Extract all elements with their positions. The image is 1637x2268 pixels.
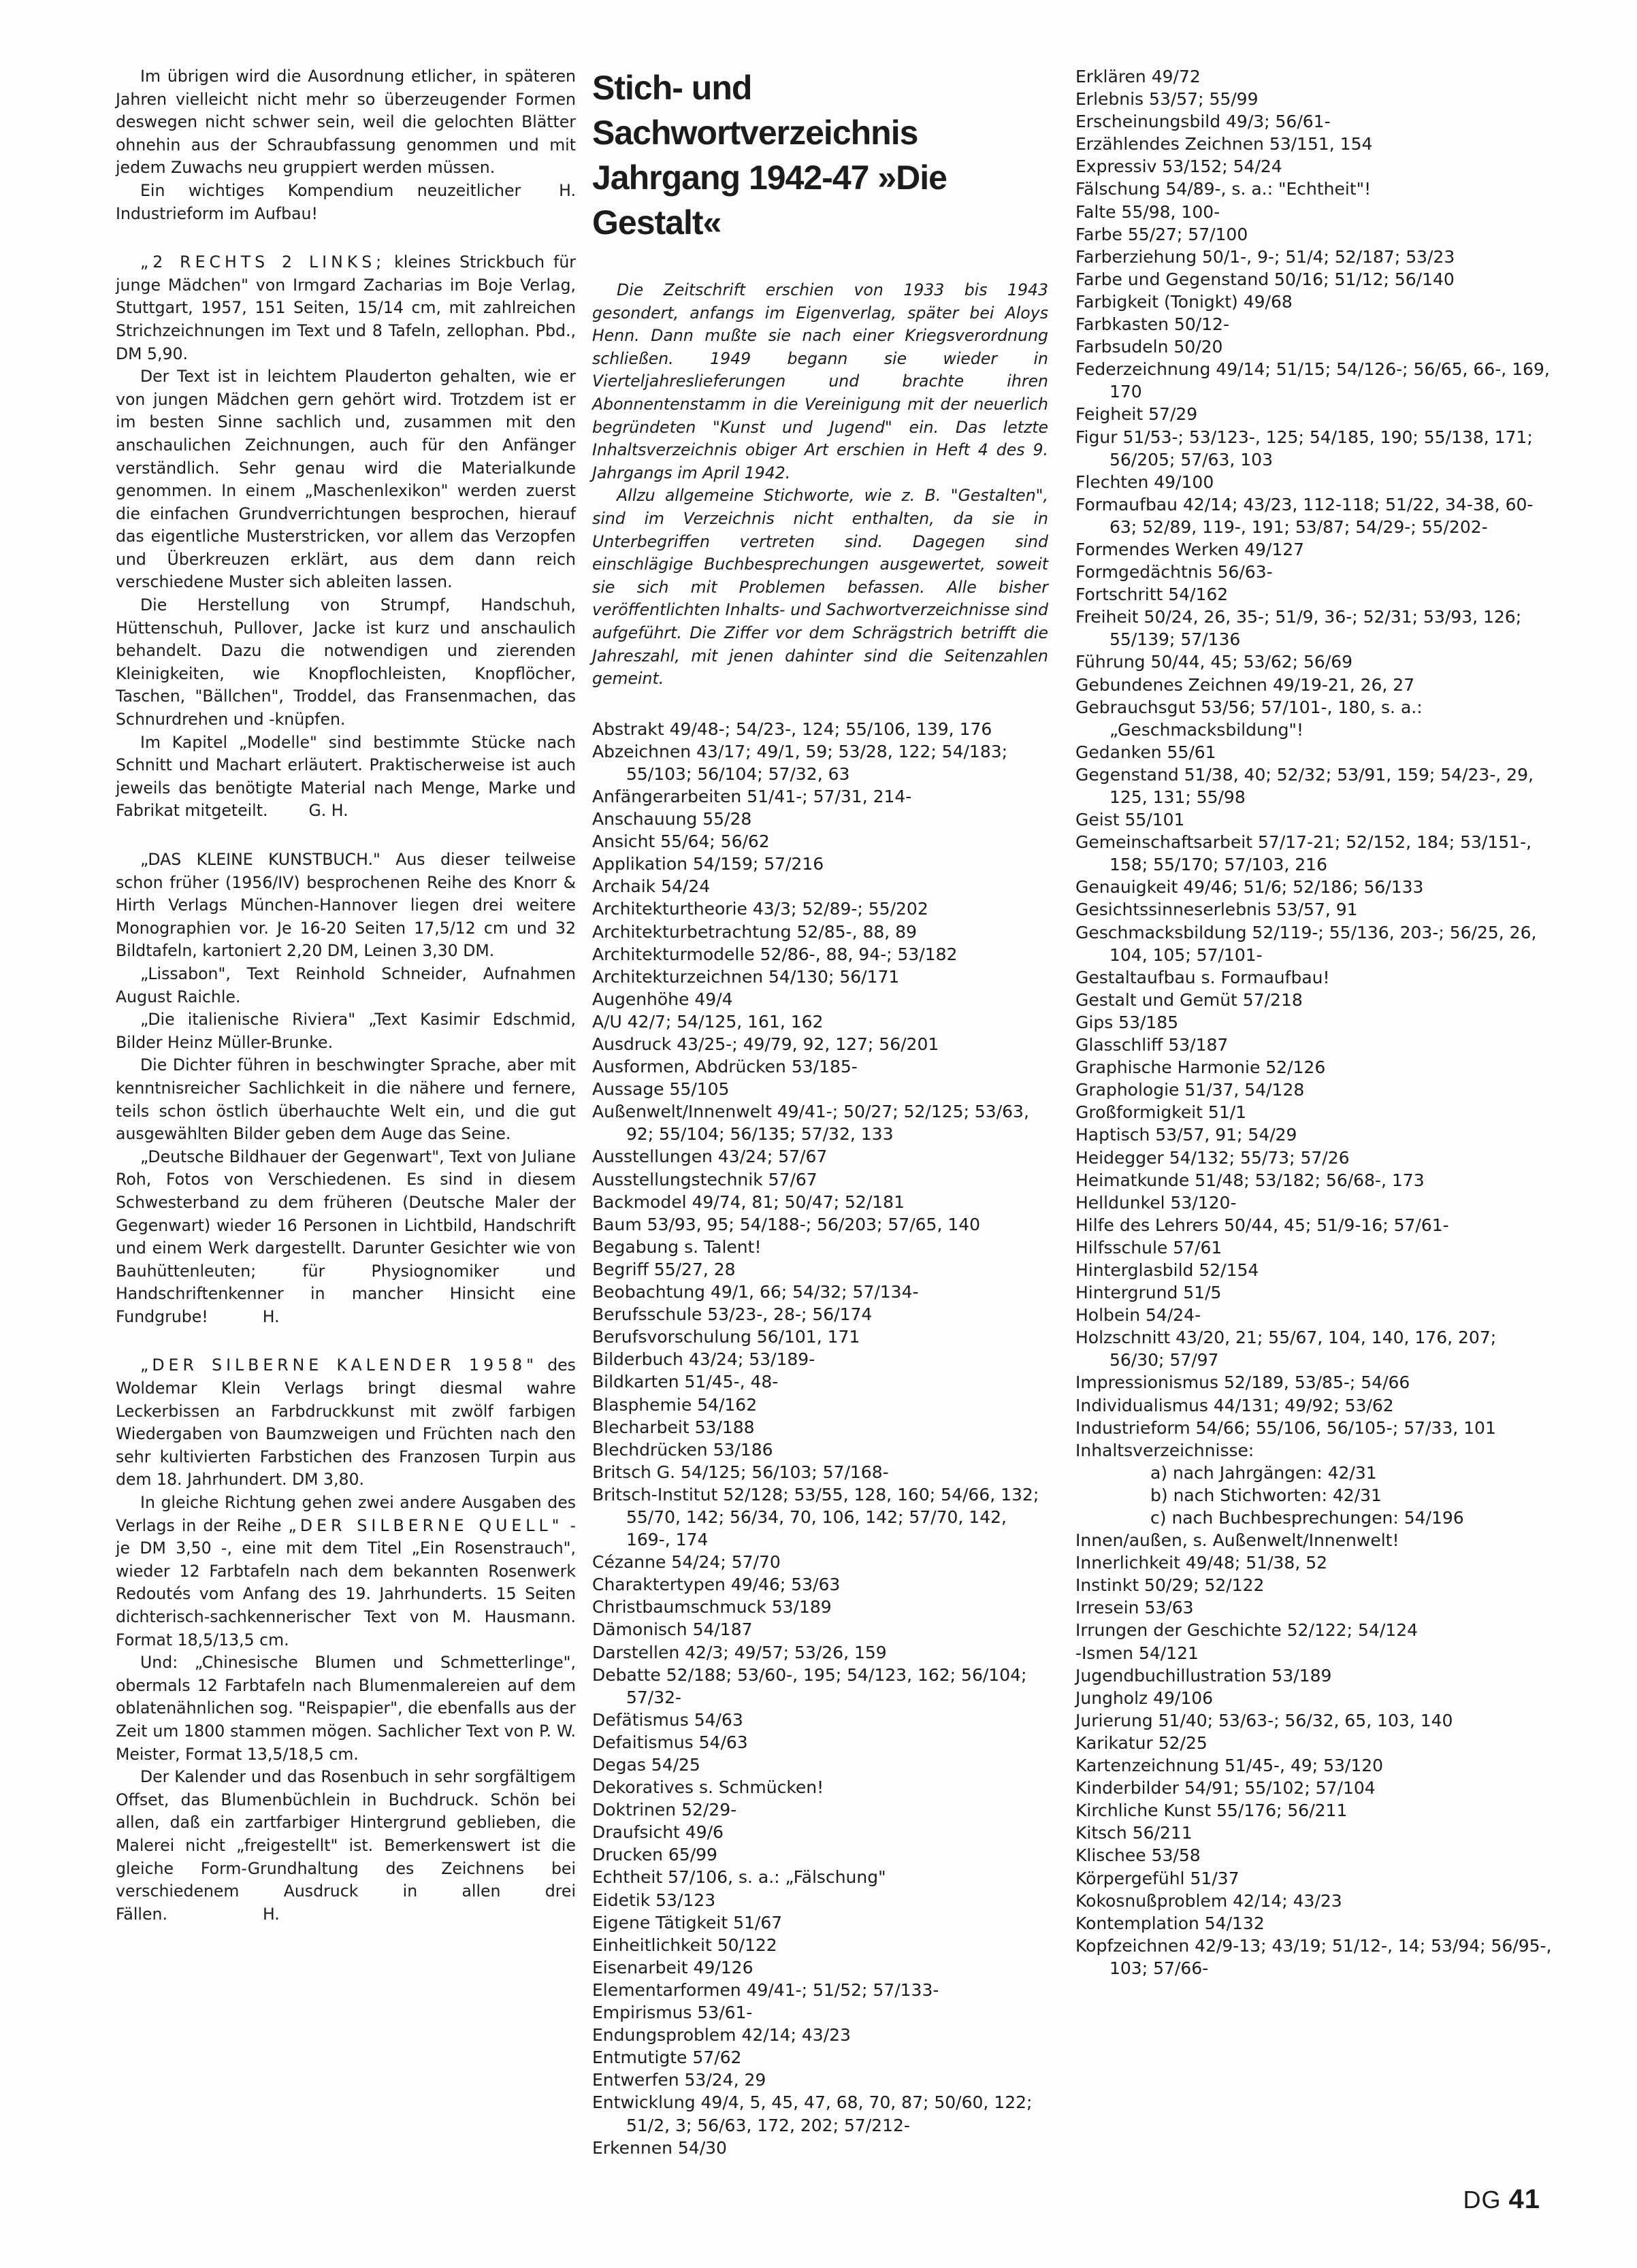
index-entry: Glasschliff 53/187 (1075, 1035, 1229, 1055)
review-intro: „2 RECHTS 2 LINKS; kleines Strickbuch für junge Mädchen" von Irmgard Zacharias im Boje Verlag, Stuttgart, 1957, 151 Seiten, 15/14 cm, mit zahlreichen Strichzeichnungen im Text und 8 Tafeln, zellophan. Pbd., DM 5,90. (116, 252, 576, 363)
index-entry: Debatte 52/188; 53/60-, 195; 54/123, 162; 56/104; 57/32- (592, 1664, 1027, 1707)
index-entry: Entmutigte 57/62 (592, 2048, 742, 2068)
index-entry: Ausdruck 43/25-; 49/79, 92, 127; 56/201 (592, 1034, 939, 1054)
index-entry: Christbaumschmuck 53/189 (592, 1597, 832, 1617)
index-entry: Ansicht 55/64; 56/62 (592, 832, 770, 852)
index-entry: Kartenzeichnung 51/45-, 49; 53/120 (1075, 1756, 1384, 1776)
index-entry: Archaik 54/24 (592, 876, 711, 897)
index-entry: Irrungen der Geschichte 52/122; 54/124 (1075, 1620, 1419, 1641)
index-entry: Empirismus 53/61- (592, 2003, 753, 2023)
index-entry: Jugendbuchillustration 53/189 (1075, 1665, 1332, 1686)
index-entry: Gips 53/185 (1075, 1012, 1179, 1032)
index-entry: Kinderbilder 54/91; 55/102; 57/104 (1075, 1778, 1376, 1798)
index-entry: Baum 53/93, 95; 54/188-; 56/203; 57/65, 140 (592, 1214, 981, 1234)
index-entry: Genauigkeit 49/46; 51/6; 52/186; 56/133 (1075, 877, 1424, 898)
index-entry: Applikation 54/159; 57/216 (592, 854, 824, 874)
review-paragraph: Im Kapitel „Modelle" sind bestimmte Stücke nach Schnitt und Machart erläutert. Praktischerweise ist auch jeweils das benötigte Material nach Menge, Marke und Fabrikat mitgeteilt. G. H. (116, 732, 576, 821)
index-entry: Freiheit 50/24, 26, 35-; 51/9, 36-; 52/31; 53/93, 126; 55/139; 57/136 (1075, 607, 1522, 650)
index-entry: Inhaltsverzeichnisse: (1075, 1440, 1254, 1460)
index-intro (592, 279, 1048, 691)
index-entry: Eisenarbeit 49/126 (592, 1957, 753, 1977)
index-entry: Erkennen 54/30 (592, 2137, 727, 2158)
index-entry: Hilfsschule 57/61 (1075, 1237, 1222, 1258)
index-entry: Britsch-Institut 52/128; 53/55, 128, 160; 54/66, 132; 55/70, 142; 56/34, 70, 106, 142; 57/70, 142, 169-, 174 (592, 1484, 1039, 1550)
index-entry: Gegenstand 51/38, 40; 52/32; 53/91, 159; 54/23-, 29, 125, 131; 55/98 (1075, 764, 1534, 807)
index-entry: Britsch G. 54/125; 56/103; 57/168- (592, 1462, 889, 1482)
index-entry: Haptisch 53/57, 91; 54/29 (1075, 1125, 1297, 1145)
index-entry: Entwerfen 53/24, 29 (592, 2070, 766, 2090)
index-entry: Farbsudeln 50/20 (1075, 337, 1223, 357)
index-entry: Dekoratives s. Schmücken! (592, 1777, 824, 1798)
index-entry: Defaitismus 54/63 (592, 1732, 748, 1752)
index-entry: Architekturmodelle 52/86-, 88, 94-; 53/182 (592, 944, 958, 964)
index-entry: Falte 55/98, 100- (1075, 201, 1220, 222)
index-entry: Flechten 49/100 (1075, 472, 1214, 492)
index-entry: Augenhöhe 49/4 (592, 989, 733, 1009)
index-entry: Erzählendes Zeichnen 53/151, 154 (1075, 134, 1373, 154)
review-paragraph: Der Kalender und das Rosenbuch in sehr sorgfältigem Offset, das Blumenbüchlein in Buchdruck. Schön bei allen, daß ein zartfarbiger Hintergrund geblieben, die Malerei nicht „freigestellt" ist. Bemerkenswert ist die gleiche Form-Grundhaltung des Zeichnens bei verschiedenem Ausdruck in allen drei Fällen. H. (116, 1767, 576, 1924)
index-column-2 (1075, 65, 1552, 1979)
index-entry: Blasphemie 54/162 (592, 1394, 758, 1415)
intro-paragraph: Allzu allgemeine Stichworte, wie z. B. "Gestalten", sind im Verzeichnis nicht enthalten, da sie in Unterbegriffen vertreten sind. Dagegen sind einschlägige Buchbesprechungen ausgewertet, soweit sie sich mit Problemen befassen. Alle bisher veröffentlichten Inhalts- und Sachwortverzeichnisse sind aufgeführt. Die Ziffer vor dem Schrägstrich betrifft die Jahreszahl, mit jenen dahinter sind die Seitenzahlen gemeint. (592, 486, 1048, 689)
index-entry: Entwicklung 49/4, 5, 45, 47, 68, 70, 87; 50/60, 122; 51/2, 3; 56/63, 172, 202; 57/212- (592, 2092, 1033, 2135)
review-title: „DER SILBERNE KALENDER 1958" (140, 1355, 538, 1375)
index-entry: Federzeichnung 49/14; 51/15; 54/126-; 56/65, 66-, 169, 170 (1075, 359, 1550, 402)
index-entry: Klischee 53/58 (1075, 1845, 1201, 1866)
index-subentry-list (1075, 1462, 1552, 1529)
index-entry: Irresein 53/63 (1075, 1598, 1194, 1618)
index-entry: Elementarformen 49/41-; 51/52; 57/133- (592, 1979, 939, 2000)
review-paragraph: Und: „Chinesische Blumen und Schmetterlinge", obermals 12 Farbtafeln nach Blumenmalereien auf dem oblatenähnlichen sog. "Reispapier", die ebenfalls aus der Zeit um 1800 stammen mögen. Sachlicher Text von P. W. Meister, Format 13,5/18,5 cm. (116, 1653, 576, 1764)
review-title: „2 RECHTS 2 LINKS; (140, 252, 386, 272)
index-entry: Farbe und Gegenstand 50/16; 51/12; 56/140 (1075, 269, 1455, 289)
index-entry: Geschmacksbildung 52/119-; 55/136, 203-; 56/25, 26, 104, 105; 57/101- (1075, 922, 1537, 965)
index-entry: Farbe 55/27; 57/100 (1075, 224, 1248, 244)
index-entry: Heidegger 54/132; 55/73; 57/26 (1075, 1147, 1350, 1168)
review-paragraph: Die Herstellung von Strumpf, Handschuh, Hüttenschuh, Pullover, Jacke ist kurz und anschaulich behandelt. Dazu die notwendigen und zierenden Kleinigkeiten, wie Knopflochleisten, Knopflöcher, Taschen, "Bällchen", Troddel, das Fransenmachen, das Schnurdrehen und -knüpfen. (116, 595, 576, 729)
index-entry: Gebundenes Zeichnen 49/19-21, 26, 27 (1075, 674, 1415, 695)
index-entry: Innerlichkeit 49/48; 51/38, 52 (1075, 1553, 1328, 1573)
index-entry: Gestaltaufbau s. Formaufbau! (1075, 967, 1330, 987)
index-entry: Gestalt und Gemüt 57/218 (1075, 989, 1303, 1010)
index-entry: Formaufbau 42/14; 43/23, 112-118; 51/22, 34-38, 60-63; 52/89, 119-, 191; 53/87; 54/29-; 55/202- (1075, 494, 1534, 537)
index-entry: Jurierung 51/40; 53/63-; 56/32, 65, 103, 140 (1075, 1710, 1453, 1730)
index-entry: Anschauung 55/28 (592, 809, 752, 829)
index-entry: Helldunkel 53/120- (1075, 1192, 1237, 1213)
index-entry: Backmodel 49/74, 81; 50/47; 52/181 (592, 1191, 905, 1212)
index-entry: Blechdrücken 53/186 (592, 1439, 773, 1460)
page-number: 41 (1508, 2184, 1540, 2214)
index-entry: Farbkasten 50/12- (1075, 314, 1229, 335)
index-entry: Darstellen 42/3; 49/57; 53/26, 159 (592, 1642, 887, 1662)
index-column-1 (592, 65, 1048, 2159)
index-entry: Eigene Tätigkeit 51/67 (592, 1912, 783, 1933)
index-entry: Impressionismus 52/189, 53/85-; 54/66 (1075, 1373, 1410, 1393)
index-entry: Eidetik 53/123 (592, 1890, 716, 1910)
index-heading: Stich- und Sachwortverzeichnis Jahrgang 1942-47 »Die Gestalt« (592, 69, 947, 242)
index-entry: Formendes Werken 49/127 (1075, 539, 1305, 559)
index-entry: Doktrinen 52/29- (592, 1800, 737, 1820)
review-paragraph: Der Text ist in leichtem Plauderton gehalten, wie er von jungen Mädchen gern gehört wird. Trotzdem ist er im besten Sinne sachlich und, zusammen mit den anschaulichen Zeichnungen, auch für den Anfänger verständlich. Sehr genau wird die Materialkunde genommen. In einem „Maschenlexikon" werden zuerst die einfachen Grundverrichtungen besprochen, hierauf das eigentliche Musterstricken, vor allem das Verzopfen und Überkreuzen erklärt, aus dem dann reich verschiedene Muster sich ableiten lassen. (116, 367, 576, 592)
index-entry: A/U 42/7; 54/125, 161, 162 (592, 1011, 824, 1032)
index-entry: Individualismus 44/131; 49/92; 53/62 (1075, 1395, 1394, 1415)
index-entry: Hilfe des Lehrers 50/44, 45; 51/9-16; 57/61- (1075, 1215, 1449, 1235)
index-entry: Erklären 49/72 (1075, 67, 1201, 86)
index-entry: Architekturbetrachtung 52/85-, 88, 89 (592, 921, 917, 942)
index-entry: Körpergefühl 51/37 (1075, 1868, 1239, 1888)
review-column (116, 65, 576, 1926)
index-entry: Kopfzeichnen 42/9-13; 43/19; 51/12-, 14; 53/94; 56/95-, 103; 57/66- (1075, 1935, 1552, 1978)
index-entry: Fälschung 54/89-, s. a.: "Echtheit"! (1075, 179, 1372, 199)
review-paragraph: Die Dichter führen in beschwingter Sprache, aber mit kenntnisreicher Sachlichkeit in die nähere und fernere, teils schon östlich überhauchte Welt ein, und die gut ausgewählten Bilder geben dem Auge das Seine. (116, 1055, 576, 1144)
index-entry: Begabung s. Talent! (592, 1236, 762, 1257)
index-entry: Dämonisch 54/187 (592, 1620, 753, 1640)
index-entry: Holbein 54/24- (1075, 1305, 1201, 1326)
index-entry: Berufsvorschulung 56/101, 171 (592, 1327, 860, 1347)
review-paragraph: „Lissabon", Text Reinhold Schneider, Aufnahmen August Raichle. (116, 964, 576, 1006)
index-subentry: b) nach Stichworten: 42/31 (1150, 1485, 1382, 1505)
index-entry: Gesichtssinneserlebnis 53/57, 91 (1075, 900, 1358, 920)
index-entry: Bilderbuch 43/24; 53/189- (592, 1349, 815, 1370)
index-entry: Farbigkeit (Tonigkt) 49/68 (1075, 291, 1293, 312)
index-entry: Abstrakt 49/48-; 54/23-, 124; 55/106, 139, 176 (592, 719, 992, 739)
index-entry: Außenwelt/Innenwelt 49/41-; 50/27; 52/125; 53/63, 92; 55/104; 56/135; 57/32, 133 (592, 1102, 1029, 1145)
review-paragraph: In gleiche Richtung gehen zwei andere Ausgaben des Verlags in der Reihe „DER SILBERNE QUELL" - je DM 3,50 -, eine mit dem Titel „Ein Rosenstrauch", wieder 12 Farbtafeln nach dem bekannten Rosenwerk Redoutés vom Anfang des 19. Jahrhunderts. 15 Seiten dichterisch-sachkennerischer Text von M. Hausmann. Format 18,5/13,5 cm. (116, 1493, 576, 1649)
index-entry: Ausformen, Abdrücken 53/185- (592, 1057, 858, 1077)
index-entry: Ausstellungstechnik 57/67 (592, 1169, 817, 1189)
page-footer (1463, 2184, 1540, 2215)
index-entry: Figur 51/53-; 53/123-, 125; 54/185, 190; 55/138, 171; 56/205; 57/63, 103 (1075, 427, 1533, 470)
index-entry: Drucken 65/99 (592, 1845, 717, 1865)
index-entry: Fortschritt 54/162 (1075, 585, 1229, 605)
index-entry: Geist 55/101 (1075, 810, 1185, 830)
index-entry: Einheitlichkeit 50/122 (592, 1935, 777, 1955)
index-entry: Gedanken 55/61 (1075, 742, 1216, 762)
index-entry: Abzeichnen 43/17; 49/1, 59; 53/28, 122; 54/183; 55/103; 56/104; 57/32, 63 (592, 741, 1008, 784)
index-subentry: a) nach Jahrgängen: 42/31 (1150, 1462, 1377, 1483)
index-entry: Kontemplation 54/132 (1075, 1913, 1265, 1933)
index-entry: Karikatur 52/25 (1075, 1732, 1208, 1753)
index-entry: Hinterglasbild 52/154 (1075, 1260, 1259, 1280)
index-entry: Draufsicht 49/6 (592, 1822, 724, 1843)
review-signature: H. (262, 1904, 280, 1924)
index-entry: Instinkt 50/29; 52/122 (1075, 1575, 1265, 1596)
review-signature: G. H. (308, 801, 349, 821)
index-entry: Bildkarten 51/45-, 48- (592, 1372, 779, 1392)
index-entry: Cézanne 54/24; 57/70 (592, 1552, 781, 1573)
review-signature: H. (262, 1306, 280, 1326)
index-entry: Berufsschule 53/23-, 28-; 56/174 (592, 1304, 873, 1325)
index-entry: Blecharbeit 53/188 (592, 1417, 755, 1437)
index-entry: Hintergrund 51/5 (1075, 1283, 1222, 1303)
index-entry: Graphische Harmonie 52/126 (1075, 1057, 1326, 1078)
index-entry-list (1075, 1529, 1552, 1979)
index-entry: Kokosnußproblem 42/14; 43/23 (1075, 1890, 1342, 1911)
journal-abbreviation: DG (1463, 2186, 1502, 2214)
index-entry: Graphologie 51/37, 54/128 (1075, 1080, 1305, 1100)
index-entry: Architekturtheorie 43/3; 52/89-; 55/202 (592, 899, 928, 919)
index-entry: Holzschnitt 43/20, 21; 55/67, 104, 140, 176, 207; 56/30; 57/97 (1075, 1328, 1497, 1370)
intro-paragraph: Die Zeitschrift erschien von 1933 bis 1943 gesondert, anfangs im Eigenverlag, später bei Aloys Henn. Dann mußte sie nach einer Kriegsverordnung schließen. 1949 begann sie wieder in Vierteljahreslieferungen und brachte ihren Abonnentenstamm in die Vereinigung mit der neuerlich begründeten "Kunst und Jugend" ein. Das letzte Inhaltsverzeichnis obiger Art erschien in Heft 4 des 9. Jahrgangs im April 1942. (592, 280, 1048, 482)
index-entry: Gemeinschaftsarbeit 57/17-21; 52/152, 184; 53/151-, 158; 55/170; 57/103, 216 (1075, 832, 1532, 875)
review-intro: „DAS KLEINE KUNSTBUCH." Aus dieser teilweise schon früher (1956/IV) besprochenen Reihe des Knorr & Hirth Verlags München-Hannover liegen drei weitere Monographien vor. Je 16-20 Seiten 17,5/12 cm und 32 Bildtafeln, kartoniert 2,20 DM, Leinen 3,30 DM. (116, 850, 576, 961)
index-entry: Heimatkunde 51/48; 53/182; 56/68-, 173 (1075, 1170, 1425, 1190)
index-entry-list (1075, 65, 1552, 1462)
index-entry: Feigheit 57/29 (1075, 404, 1198, 425)
index-entry: Innen/außen, s. Außenwelt/Innenwelt! (1075, 1530, 1399, 1551)
index-entry: Charaktertypen 49/46; 53/63 (592, 1575, 841, 1595)
review-intro: „DER SILBERNE KALENDER 1958" des Woldemar Klein Verlags bringt diesmal wahre Leckerbissen an Farbdruckkunst mit zwölf farbigen Wiedergaben von Baumzweigen und Früchten nach den sehr kultivierten Farbstichen des Franzosen Turpin aus dem 18. Jahrhundert. DM 3,80. (116, 1355, 576, 1490)
index-entry: Aussage 55/105 (592, 1079, 730, 1100)
index-entry: Expressiv 53/152; 54/24 (1075, 157, 1282, 177)
index-entry: Jungholz 49/106 (1075, 1688, 1214, 1708)
index-entry: Erscheinungsbild 49/3; 56/61- (1075, 112, 1331, 132)
index-subentry: c) nach Buchbesprechungen: 54/196 (1150, 1508, 1464, 1528)
review-paragraph: Im übrigen wird die Ausordnung etlicher, in späteren Jahren vielleicht nicht mehr so überzeugender Formen deswegen nicht schwer sein, weil die gelochten Blätter ohnehin aus der Schraubfassung genommen und mit jedem Zuwachs neu gruppiert werden müssen. (116, 67, 576, 178)
series-title: „DER SILBERNE QUELL" (288, 1515, 564, 1535)
index-entry: Ausstellungen 43/24; 57/67 (592, 1147, 828, 1167)
index-entry: Farberziehung 50/1-, 9-; 51/4; 52/187; 53/23 (1075, 246, 1455, 267)
index-entry: Architekturzeichnen 54/130; 56/171 (592, 966, 900, 987)
index-entry: Kirchliche Kunst 55/176; 56/211 (1075, 1801, 1348, 1821)
index-entry: Echtheit 57/106, s. a.: „Fälschung" (592, 1867, 886, 1888)
index-entry: Anfängerarbeiten 51/41-; 57/31, 214- (592, 786, 912, 806)
index-entry: Großformigkeit 51/1 (1075, 1102, 1247, 1123)
review-paragraph: Ein wichtiges Kompendium neuzeitlicher Industrieform im Aufbau! H. (116, 180, 576, 223)
index-entry-list (592, 718, 1048, 2159)
review-paragraph: „Die italienische Riviera" „Text Kasimir Edschmid, Bilder Heinz Müller-Brunke. (116, 1010, 576, 1052)
index-entry: Defätismus 54/63 (592, 1709, 743, 1730)
index-entry: Begriff 55/27, 28 (592, 1259, 736, 1279)
index-entry: Degas 54/25 (592, 1755, 700, 1775)
index-entry: Erlebnis 53/57; 55/99 (1075, 89, 1259, 110)
index-entry: Beobachtung 49/1, 66; 54/32; 57/134- (592, 1282, 919, 1302)
index-entry: Endungsproblem 42/14; 43/23 (592, 2025, 851, 2045)
index-entry: Führung 50/44, 45; 53/62; 56/69 (1075, 652, 1353, 672)
index-entry: Gebrauchsgut 53/56; 57/101-, 180, s. a.: „Geschmacksbildung"! (1075, 697, 1423, 740)
review-paragraph: „Deutsche Bildhauer der Gegenwart", Text von Juliane Roh, Fotos von Verschiedenen. Es sind in diesem Schwesterband zu dem früheren (Deutsche Maler der Gegenwart) wieder 16 Personen in Lichtbild, Handschrift und einem Werk dargestellt. Darunter Gesichter wie von Bauhüttenleuten; für Physiognomiker und Handschriftenkenner in mancher Hinsicht eine Fundgrube! H. (116, 1147, 576, 1326)
index-entry: -Ismen 54/121 (1075, 1643, 1199, 1663)
index-entry: Kitsch 56/211 (1075, 1823, 1193, 1843)
index-entry: Industrieform 54/66; 55/106, 56/105-; 57/33, 101 (1075, 1417, 1496, 1438)
index-entry: Formgedächtnis 56/63- (1075, 562, 1273, 582)
